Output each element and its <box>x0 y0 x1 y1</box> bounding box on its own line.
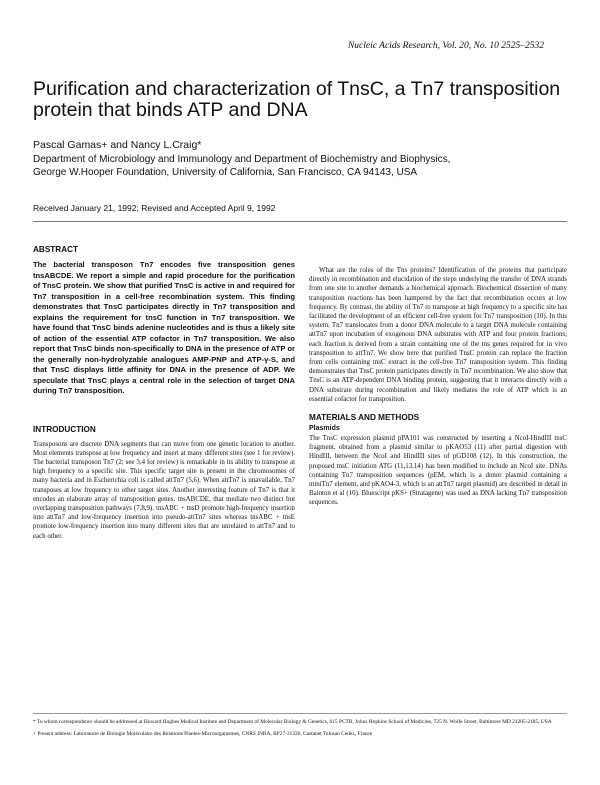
header-divider <box>33 221 567 222</box>
footnote-divider <box>33 713 567 714</box>
affiliation-line-2: George W.Hooper Foundation, University of California, San Francisco, CA 94143, USA <box>33 167 418 178</box>
plasmids-subheading: Plasmids <box>309 425 340 433</box>
introduction-text: Transposons are discrete DNA segments that can move from one genetic location to another. Most elements transpose at low frequency and insert at many different sites (see 1 for review). The bacterial transposon Tn7 (2; see 3,4 for review) is remarkable in its ability to transpose at high frequency to a specific site. This specific target site is present in the chromosomes of many bacteria and in Escherichia coli is called attTn7 (5,6). When attTn7 is unavailable, Tn7 transposes at low frequency to other target sites. Another interesting feature of Tn7 is that it encodes an elaborate array of transposition genes, tnsABCDE, that mediate two distinct but overlapping transposition pathways (7,8,9). tnsABC + tnsD promote high-frequency insertion into attTn7 and low-frequency insertion into pseudo-attTn7 sites whereas tnsABC + tnsE promote low-frequency insertion into many different sites that are unrelated to attTn7 and to each other. <box>33 440 295 540</box>
received-dates: Received January 21, 1992; Revised and Accepted April 9, 1992 <box>33 203 276 213</box>
journal-citation: Nucleic Acids Research, Vol. 20, No. 10 2525–2532 <box>347 41 544 51</box>
right-column <box>309 266 567 508</box>
affiliation-line-1: Department of Microbiology and Immunology and Department of Biochemistry and Biophysics, <box>33 154 451 165</box>
footnote-present-address: + Present address: Laboratoire de Biologie Moléculaire des Relations Plantes-Microorganismes, CNRS INRA, BP27-31326, Castanet Tolosan Cedex, France <box>33 731 373 738</box>
author-list: Pascal Gamas+ and Nancy L.Craig* <box>33 139 202 151</box>
abstract-heading: ABSTRACT <box>33 245 79 254</box>
introduction-heading: INTRODUCTION <box>33 424 96 434</box>
affiliation <box>33 153 573 179</box>
methods-heading: MATERIALS AND METHODS <box>309 413 420 423</box>
page-title: Purification and characterization of TnsC, a Tn7 transposition protein that binds ATP and DNA <box>33 78 561 121</box>
footnote-corresponding: * To whom correspondence should be addressed at Howard Hughes Medical Institute and Department of Molecular Biology & Genetics, 615 PCTB, Johns Hopkins School of Medicine, 725 N. Wolfe Street, Baltimore MD 21205-2185, USA <box>33 719 552 725</box>
footnotes <box>33 719 567 743</box>
left-column <box>33 245 295 541</box>
abstract-text: The bacterial transposon Tn7 encodes five transposition genes tnsABCDE. We report a simple and rapid procedure for the purification of TnsC protein. We show that purified TnsC is active in and required for Tn7 transposition in a cell-free recombination system. This finding demonstrates that TnsC participates directly in Tn7 transposition and explains the requirement for tnsC function in Tn7 transposition. We have found that TnsC binds adenine nucleotides and is thus a likely site of action of the essential ATP cofactor in Tn7 transposition. We also report that TnsC binds non-specifically to DNA in the presence of ATP or the generally non-hydrolyzable analogues AMP-PNP and ATP-γ-S, and that TnsC displays little affinity for DNA in the presence of ADP. We speculate that TnsC plays a central role in the selection of target DNA during Tn7 transposition. <box>33 260 295 395</box>
plasmids-text: The TnsC expression plasmid pPA101 was constructed by inserting a NcoI-HindIII tnsC fragment, obtained from a plasmid similar to pKAO53 (11) after partial digestion with HindIII, between the NcoI and HindIII sites of pGD108 (12). In this construction, the proposed tnsC initiation ATG (11,13,14) has been modified to include an NcoI site. DNAs containing Tn7 transposition sequences (pEM, which is a donor plasmid containing a miniTn7 element, and pKAO4-3, which is an attTn7 target plasmid) are described in detail in Bainton et al (10). Bluescript pKS+ (Stratagene) was used as DNA lacking Tn7 transposition sequences. <box>309 435 567 507</box>
intro-continuation-text: What are the roles of the Tns proteins? Identification of the proteins that participate directly in recombination and elucidation of the steps underlying the transfer of DNA strands from one site to another demands a biochemical approach. Biochemical dissection of many transposition reactions has been hampered by the fact that recombination occurs at low frequency. By contrast, the ability of Tn7 to transpose at high frequency to a specific site has facilitated the development of an efficient cell-free system for Tn7 transposition (10). In this system, Tn7 translocates from a donor DNA molecule to a target DNA molecule containing attTn7 upon incubation of exogenous DNA substrates with ATP and four protein fractions; each fraction is derived from a strain containing one of the tns genes required for in vivo transposition to attTn7. We show here that purified TnsC protein can replace the fraction from cells containing tnsC extract in the cell-free Tn7 transposition system. This finding demonstrates that TnsC protein participates directly in Tn7 recombination. We also show that TnsC is an ATP-dependent DNA binding protein, suggesting that it interacts directly with a DNA substrate during recombination and likely mediates the role of ATP which is an essential cofactor for transposition. <box>309 267 567 403</box>
